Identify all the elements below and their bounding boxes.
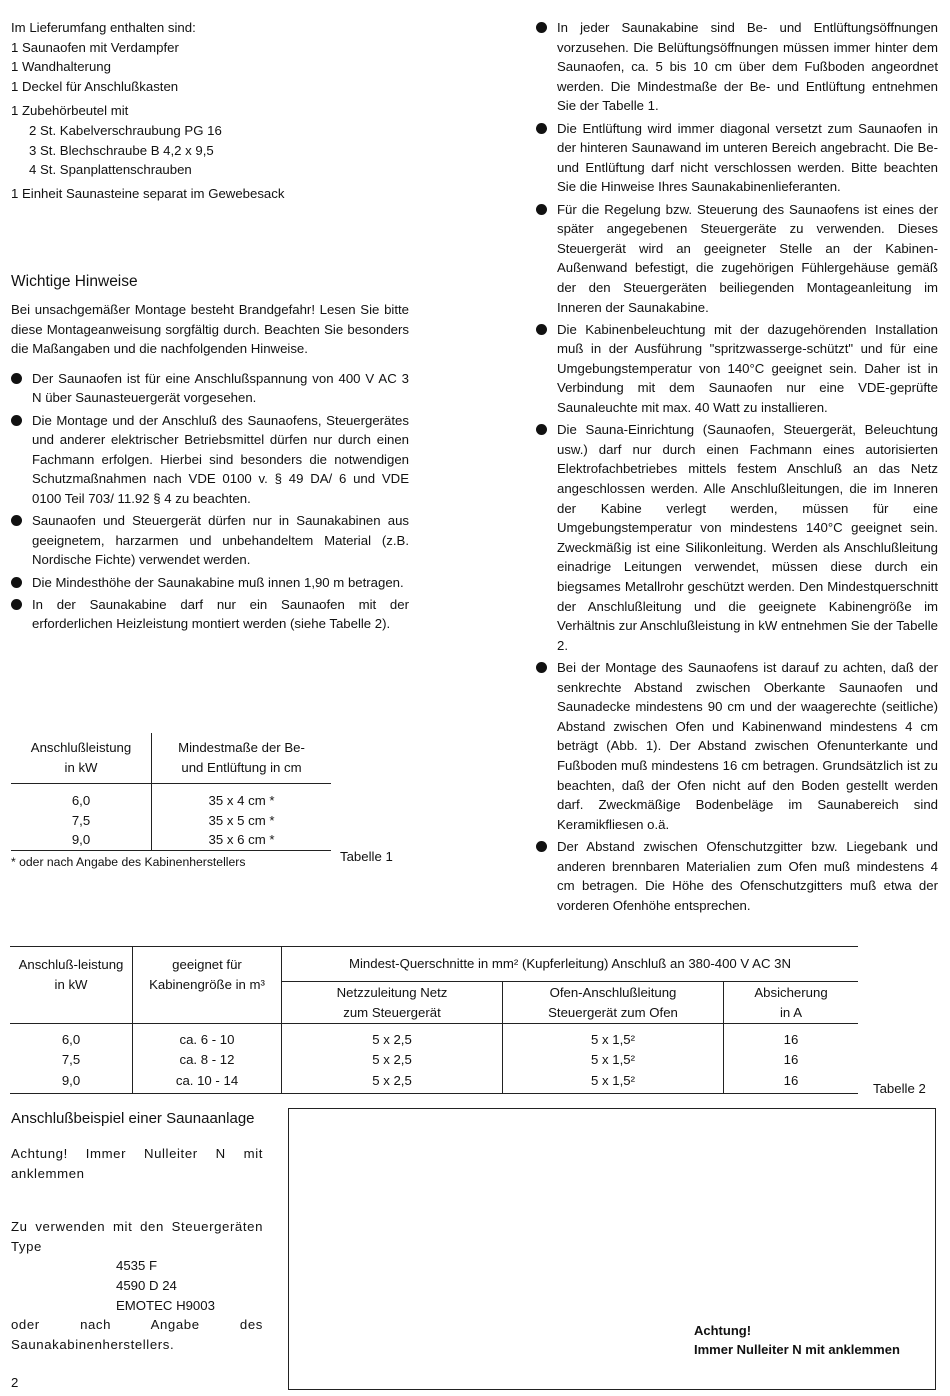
table-row: 7,5 ca. 8 - 12 5 x 2,5 5 x 1,5² 16: [10, 1050, 858, 1070]
notes-intro: Bei unsachgemäßer Montage besteht Brandgefahr! Lesen Sie bitte diese Montageanweisung sorgfältig durch. Beachten Sie besonders die Maßangaben und die nachfolgenden Hinweise.: [11, 302, 409, 357]
note-bullet: Die Entlüftung wird immer diagonal versetzt zum Saunaofen in der hinteren Saunawand im unteren Bereich angebracht. Die Be- und Entlüftung darf nicht verschlossen werden. Bitte beachten Sie die Hinweise Ihres Saunakabinenlieferanten.: [536, 119, 938, 197]
scope-accessory-bag: 1 Zubehörbeutel mit: [11, 103, 129, 119]
note-bullet: In jeder Saunakabine sind Be- und Entlüftungsöffnungen vorzusehen. Die Belüftungsöffnungen müssen immer hinter dem Saunaofen, ca. 5 bis 10 cm über dem Fußboden angeordnet werden. Die Mindestmaße der Be- und Entlüftung entnehmen Sie der Tabelle 1.: [536, 18, 938, 116]
notes-heading: Wichtige Hinweise: [11, 273, 138, 290]
diagram-warning-title: Achtung!: [694, 1323, 752, 1338]
note-bullet: Der Saunaofen ist für eine Anschlußspannung von 400 V AC 3 N über Saunasteuergerät vorgesehen.: [11, 369, 409, 408]
table-row: 7,5 35 x 5 cm *: [11, 811, 331, 831]
scope-item: 1 Saunaofen mit Verdampfer: [11, 39, 179, 55]
note-bullet: In der Saunakabine darf nur ein Saunaofen mit der erforderlichen Heizleistung montiert werden (siehe Tabelle 2).: [11, 595, 409, 634]
accessory-item: 3 St. Blechschraube B 4,2 x 9,5: [29, 142, 214, 158]
table1-footnote: * oder nach Angabe des Kabinenherstellers: [11, 854, 246, 869]
example-outro: oder nach Angabe des Saunakabinenherstellers.: [11, 1317, 263, 1352]
control-unit-type: 4590 D 24: [116, 1277, 177, 1293]
table2-header-fuse: Absicherung in A: [724, 982, 859, 1024]
important-notes: [11, 272, 409, 636]
table1-caption: Tabelle 1: [340, 849, 393, 864]
table2-header-cabin: geeignet für Kabinengröße in m³: [133, 947, 282, 1024]
note-bullet: Die Sauna-Einrichtung (Saunaofen, Steuergerät, Beleuchtung usw.) darf nur durch einen Fachmann eines autorisierten Elektrofachbetriebes mittels festem Anschluß an das Netz angeschlossen werden. Alle Anschlußleitungen, die im Inneren der Kabine verlegt werden, müssen für eine Umgebungstemperatur von mindestens 140°C geeignet sein. Zweckmäßig ist eine Silikonleitung. Werden als Anschlußleitung einadrige Leitungen verwendet, müssen diese durch ein biegsames Metallrohr geschützt werden. Den Mindestquerschnitt der Anschlußleitung und die geeignete Kabinengröße im Verhältnis zur Anschlußleistung in kW entnehmen Sie der Tabelle 2.: [536, 420, 938, 655]
table-row: 9,0 ca. 10 - 14 5 x 2,5 5 x 1,5² 16: [10, 1069, 858, 1093]
connection-example: [11, 1108, 263, 1354]
table-1: [11, 733, 406, 872]
control-unit-type: 4535 F: [116, 1258, 158, 1274]
table1-header-ventilation: Mindestmaße der Be- und Entlüftung in cm: [178, 740, 305, 775]
scope-item: 1 Wandhalterung: [11, 59, 111, 75]
accessory-item: 2 St. Kabelverschraubung PG 16: [29, 122, 222, 138]
note-bullet: Die Montage und der Anschluß des Saunaofens, Steuergerätes und anderer elektrischer Betriebsmittel dürfen nur durch einen Fachmann erfolgen. Hierbei sind besonders die notwendigen Schutzmaßnahmen nach VDE 0100 v. § 49 DA/ 6 und VDE 0100 Teil 703/ 11.92 § 4 zu beachten.: [11, 411, 409, 509]
scope-item: 1 Deckel für Anschlußkasten: [11, 78, 179, 94]
scope-heading: Im Lieferumfang enthalten sind:: [11, 20, 196, 35]
note-bullet: Der Abstand zwischen Ofenschutzgitter bzw. Liegebank und anderen brennbaren Materialien zum Ofen muß mindestens 4 cm betragen. Die Höhe des Ofenschutzgitters muß etwa der vorderen Ofenhöhe entsprechen.: [536, 837, 938, 915]
table2-caption: Tabelle 2: [873, 1081, 926, 1096]
table-row: 6,0 35 x 4 cm *: [11, 791, 331, 811]
table-row: 9,0 35 x 6 cm *: [11, 830, 331, 850]
example-use-with: Zu verwenden mit den Steuergeräten Type: [11, 1219, 263, 1254]
wiring-diagram-placeholder: [288, 1108, 936, 1390]
scope-of-delivery: [11, 18, 411, 203]
accessory-item: 4 St. Spanplattenschrauben: [29, 162, 192, 178]
table2-header-power: Anschluß-leistung in kW: [10, 947, 133, 1024]
note-bullet: Die Kabinenbeleuchtung mit der dazugehörenden Installation muß in der Ausführung "spritzwasserge-schützt" und für eine Umgebungstemperatur von 140°C geeignet sein. Daher ist in Verbindung mit dem Saunaofen nur eine VDE-geprüfte Saunaleuchte mit max. 40 Watt zu installieren.: [536, 320, 938, 418]
table2-header-cross-section: Mindest-Querschnitte in mm² (Kupferleitung) Anschluß an 380-400 V AC 3N: [282, 947, 859, 982]
notes-right-column: [536, 18, 938, 918]
note-bullet: Saunaofen und Steuergerät dürfen nur in Saunakabinen aus geeignetem, harzarmen und unbehandeltem Material (z.B. Nordische Fichte) verwendet werden.: [11, 511, 409, 570]
note-bullet: Für die Regelung bzw. Steuerung des Saunaofens ist eines der später angegebenen Steuergeräte zu verwenden. Dieses Steuergerät wird an geeigneter Stelle an der Kabinen-Außenwand befestigt, die zugehörigen Fühlergehäuse gemäß der den Steuergeräten beiliegenden Montageanleitung im Inneren der Saunakabine.: [536, 200, 938, 318]
table-row: 6,0 ca. 6 - 10 5 x 2,5 5 x 1,5² 16: [10, 1024, 858, 1050]
table2-header-oven: Ofen-Anschlußleitung Steuergerät zum Ofen: [503, 982, 724, 1024]
note-bullet: Bei der Montage des Saunaofens ist darauf zu achten, daß der senkrechte Abstand zwischen Oberkante Saunaofen und Saunadecke mindestens 90 cm und der waagerechte (seitliche) Abstand zwischen Ofen und Kabinenwand mindestens 4 cm beträgt (Abb. 1). Der Abstand zwischen Ofenunterkante und Fußboden muß mindestens 16 cm betragen. Grundsätzlich ist zu beachten, daß der Ofen nicht auf den Boden gestellt werden darf. Zweckmäßige Bodenbeläge im Saunabereich sind Keramikfliesen o.ä.: [536, 658, 938, 834]
scope-stones: 1 Einheit Saunasteine separat im Gewebesack: [11, 185, 285, 201]
table2-header-mains: Netzzuleitung Netz zum Steuergerät: [282, 982, 503, 1024]
example-warning: Achtung! Immer Nulleiter N mit anklemmen: [11, 1146, 263, 1181]
diagram-warning-text: Immer Nulleiter N mit anklemmen: [694, 1342, 900, 1357]
control-unit-type: EMOTEC H9003: [116, 1297, 215, 1313]
table1-header-power: Anschlußleistung in kW: [11, 733, 152, 783]
table-2: [10, 946, 858, 1094]
example-heading: Anschlußbeispiel einer Saunaanlage: [11, 1110, 255, 1127]
diagram-warning: [694, 1321, 900, 1359]
page-number: 2: [11, 1375, 19, 1390]
note-bullet: Die Mindesthöhe der Saunakabine muß innen 1,90 m betragen.: [11, 573, 409, 593]
